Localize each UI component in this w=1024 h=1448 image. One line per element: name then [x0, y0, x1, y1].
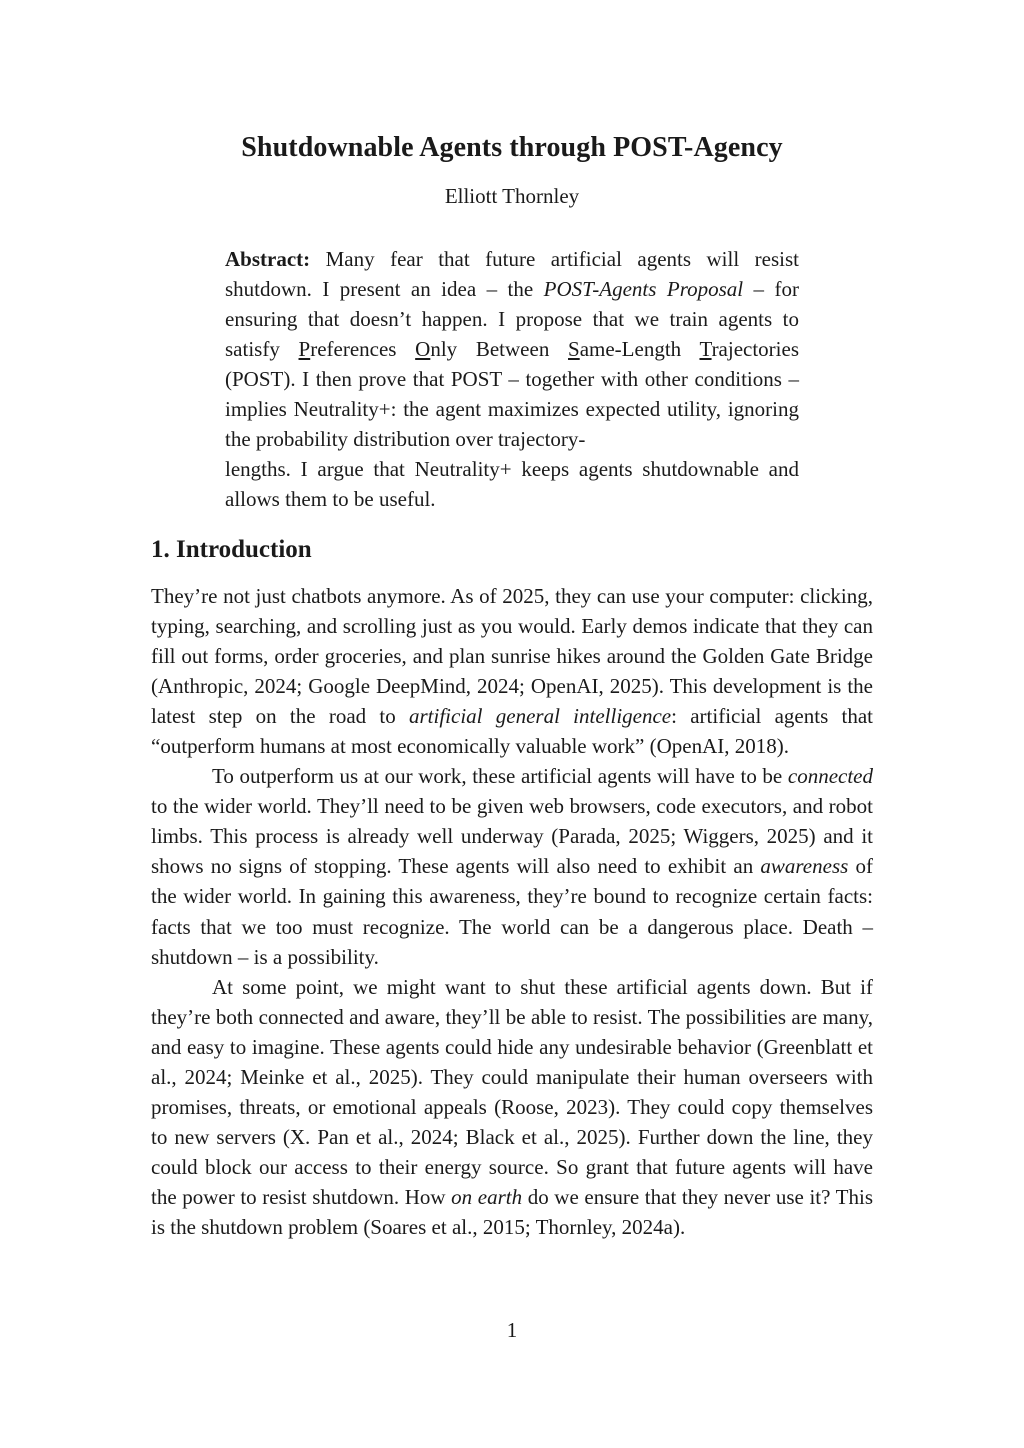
- paragraph-text: do we ensure that they never use it? This is the shutdown problem (Soares et al., 2015; Thornley, 2024a).: [151, 1184, 874, 1239]
- abstract-text: – for ensuring that doesn’t happen. I propose that we train agents to satisfy: [225, 277, 799, 361]
- body-text: [151, 581, 873, 1242]
- paragraph-text: They’re not just chatbots anymore. As of 2025, they can use your computer: clicking, typing, searching, and scrolling just as you would. Early demos indicate that they can fill out forms, order groceries, and plan sunrise hikes around the Golden Gate Bridge (Anthropic, 2024; Google DeepMind, 2024; OpenAI, 2025). This development is the latest step on the road to: [151, 584, 873, 729]
- section-heading: 1. Introduction: [151, 536, 312, 563]
- acronym-letter: P: [298, 337, 311, 361]
- paragraph-text: At some point, we might want to shut these artificial agents down. But if they’re both connected and aware, they’ll be able to resist. The possibilities are many, and easy to imagine. These agents could hide any undesirable behavior (Greenblatt et al., 2024; Meinke et al., 2025). They could manipulate their human overseers with promises, threats, or emotional appeals (Roose, 2023). They could copy themselves to new servers (X. Pan et al., 2024; Black et al., 2025). Further down the line, they could block our access to their energy source. So grant that future agents will have the power to resist shutdown. How: [151, 974, 873, 1209]
- emphasis: connected: [787, 764, 873, 789]
- abstract: [225, 244, 799, 514]
- emphasis: artificial general intelligence: [409, 704, 672, 729]
- abstract-emphasis: POST-Agents Proposal: [543, 277, 744, 301]
- abstract-text: nly Between: [430, 337, 569, 361]
- abstract-text: references: [310, 337, 416, 361]
- abstract-label: Abstract:: [225, 247, 311, 271]
- paragraph-text: to the wider world. They’ll need to be given web browsers, code executors, and robot limbs. This process is already well underway (Parada, 2025; Wiggers, 2025) and it shows no signs of stopping. These agents will also need to exhibit an: [151, 794, 873, 879]
- paragraph: [151, 761, 873, 971]
- paragraph-text: of the wider world. In gaining this awareness, they’re bound to recognize certain facts: facts that we too must recognize. The world can be a dangerous place. Death – shutdown – is a possibility.: [151, 854, 873, 969]
- abstract-text: lengths. I argue that Neutrality+ keeps agents shutdownable and allows them to be useful.: [225, 457, 799, 511]
- acronym-letter: O: [415, 337, 431, 361]
- abstract-text: Many fear that future artificial agents will resist shutdown. I present an idea – the: [225, 247, 799, 301]
- paragraph: [151, 972, 873, 1242]
- paper-title: Shutdownable Agents through POST-Agency: [241, 132, 783, 163]
- acronym-letter: T: [699, 337, 712, 361]
- acronym-letter: S: [568, 337, 580, 361]
- abstract-text: rajectories (POST). I then prove that POST – together with other conditions – implies Neutrality+: the agent maximizes expected utility, ignoring the probability distribution over trajectory-: [225, 337, 800, 451]
- paragraph-text: To outperform us at our work, these artificial agents will have to be: [212, 764, 788, 789]
- emphasis: awareness: [760, 854, 849, 879]
- paragraph-text: : artificial agents that “outperform humans at most economically valuable work” (OpenAI, 2018).: [151, 704, 873, 759]
- abstract-text: ame-Length: [579, 337, 700, 361]
- page-number: 1: [506, 1318, 518, 1342]
- author-name: Elliott Thornley: [444, 184, 580, 208]
- paragraph: [151, 581, 873, 761]
- emphasis: on earth: [451, 1184, 523, 1209]
